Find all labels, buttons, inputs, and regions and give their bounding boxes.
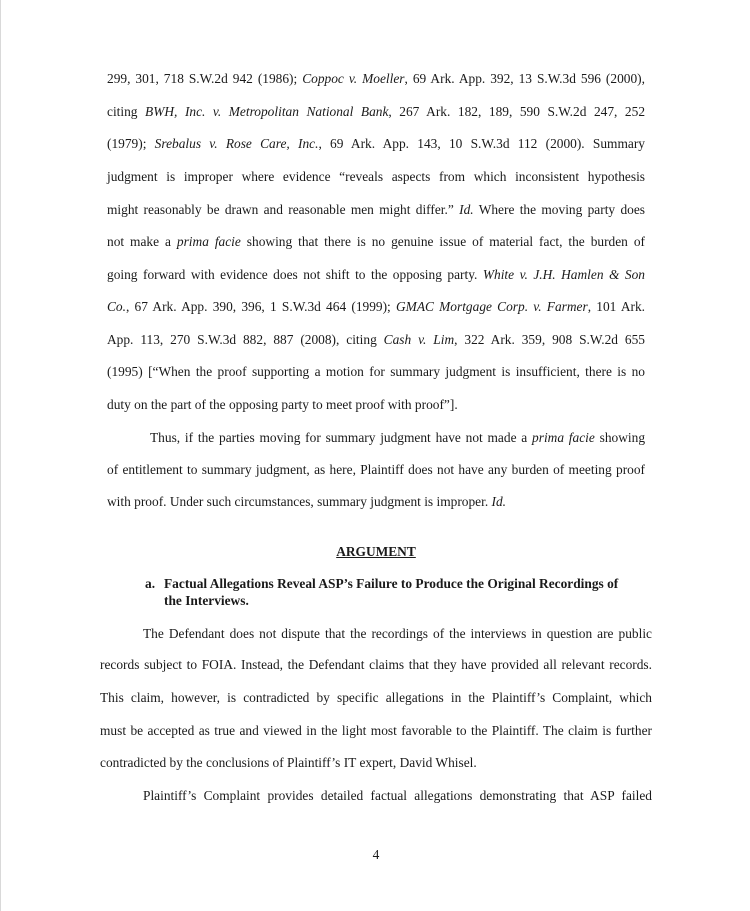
body-line: judgment is improper where evidence “reveals aspects from which inconsistent hypothesis	[107, 169, 645, 184]
page-number: 4	[372, 847, 380, 862]
paragraph-first-line: The Defendant does not dispute that the recordings of the interviews in question are public	[143, 626, 652, 641]
body-line: 299, 301, 718 S.W.2d 942 (1986); Coppoc v. Moeller, 69 Ark. App. 392, 13 S.W.3d 596 (2000),	[107, 71, 645, 86]
body-line: App. 113, 270 S.W.3d 882, 887 (2008), citing Cash v. Lim, 322 Ark. 359, 908 S.W.2d 655	[107, 332, 645, 347]
body-line: This claim, however, is contradicted by specific allegations in the Plaintiff’s Complaint, which	[100, 690, 652, 705]
body-line: not make a prima facie showing that there is no genuine issue of material fact, the burden of	[107, 234, 645, 249]
body-line: (1995) [“When the proof supporting a motion for summary judgment is insufficient, there is no	[107, 364, 645, 379]
paragraph-first-line: Thus, if the parties moving for summary judgment have not made a prima facie showing	[150, 430, 646, 445]
body-line: going forward with evidence does not shift to the opposing party. White v. J.H. Hamlen & Son	[107, 267, 645, 282]
body-line: Co., 67 Ark. App. 390, 396, 1 S.W.3d 464 (1999); GMAC Mortgage Corp. v. Farmer, 101 Ark.	[107, 299, 646, 314]
body-line: with proof. Under such circumstances, summary judgment is improper. Id.	[107, 494, 507, 509]
subheading-line: Factual Allegations Reveal ASP’s Failure to Produce the Original Recordings of	[164, 576, 619, 591]
body-line: might reasonably be drawn and reasonable men might differ.” Id. Where the moving party does	[107, 202, 645, 217]
body-line: must be accepted as true and viewed in the light most favorable to the Plaintiff. The claim is further	[100, 723, 652, 738]
body-line: contradicted by the conclusions of Plaintiff’s IT expert, David Whisel.	[100, 755, 477, 770]
subheading-marker: a.	[145, 576, 156, 591]
body-line: of entitlement to summary judgment, as here, Plaintiff does not have any burden of meeting proof	[107, 462, 645, 477]
paragraph-first-line: Plaintiff’s Complaint provides detailed factual allegations demonstrating that ASP failed	[143, 788, 652, 803]
subheading-line: the Interviews.	[164, 593, 249, 608]
body-line: records subject to FOIA. Instead, the Defendant claims that they have provided all relevant records.	[100, 657, 652, 672]
body-line: citing BWH, Inc. v. Metropolitan National Bank, 267 Ark. 182, 189, 590 S.W.2d 247, 252	[107, 104, 646, 119]
body-line: (1979); Srebalus v. Rose Care, Inc., 69 Ark. App. 143, 10 S.W.3d 112 (2000). Summary	[107, 136, 645, 151]
body-line: duty on the part of the opposing party to meet proof with proof”].	[107, 397, 458, 412]
section-heading: ARGUMENT	[336, 544, 416, 559]
